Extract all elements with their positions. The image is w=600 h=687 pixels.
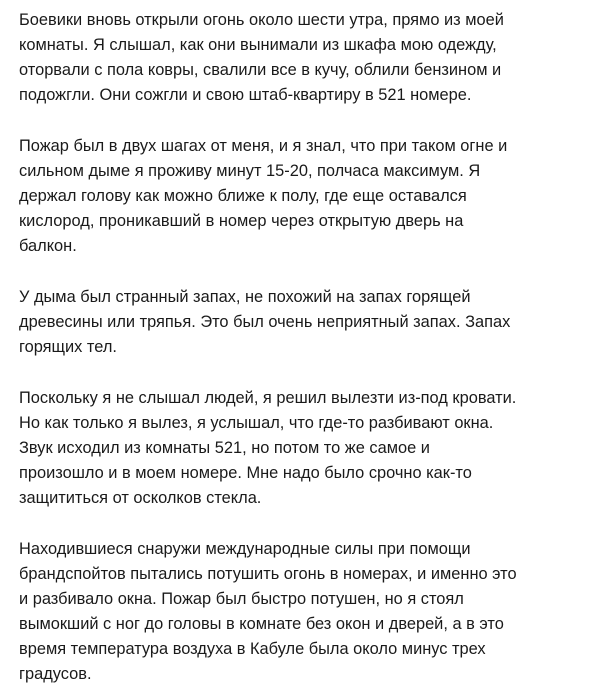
paragraph-3 — [19, 285, 590, 360]
text-line: время температура воздуха в Кабуле была около минус трех — [19, 640, 486, 658]
text-line: древесины или тряпья. Это был очень неприятный запах. Запах — [19, 313, 511, 331]
paragraph-4 — [19, 386, 590, 511]
text-line: комнаты. Я слышал, как они вынимали из шкафа мою одежду, — [19, 36, 497, 54]
text-line: Звук исходил из комнаты 521, но потом то же самое и — [19, 439, 430, 457]
text-line: У дыма был странный запах, не похожий на запах горящей — [19, 288, 471, 306]
paragraph-5 — [19, 537, 590, 687]
paragraph-2 — [19, 134, 590, 259]
text-line: кислород, проникавший в номер через открытую дверь на — [19, 212, 464, 230]
text-line: Пожар был в двух шагах от меня, и я знал, что при таком огне и — [19, 137, 508, 155]
text-line: Находившиеся снаружи международные силы при помощи — [19, 540, 471, 558]
text-line: градусов. — [19, 665, 92, 683]
text-line: вымокший с ног до головы в комнате без окон и дверей, а в это — [19, 615, 504, 633]
text-line: горящих тел. — [19, 338, 117, 356]
text-line: держал голову как можно ближе к полу, где еще оставался — [19, 187, 467, 205]
text-line: брандспойтов пытались потушить огонь в номерах, и именно это — [19, 565, 517, 583]
text-line: сильном дыме я проживу минут 15-20, полчаса максимум. Я — [19, 162, 481, 180]
text-line: Поскольку я не слышал людей, я решил вылезти из-под кровати. — [19, 389, 517, 407]
text-line: оторвали с пола ковры, свалили все в кучу, облили бензином и — [19, 61, 502, 79]
text-line: защититься от осколков стекла. — [19, 489, 262, 507]
text-line: Боевики вновь открыли огонь около шести утра, прямо из моей — [19, 11, 504, 29]
text-line: произошло и в моем номере. Мне надо было срочно как-то — [19, 464, 472, 482]
paragraph-1 — [19, 8, 590, 108]
text-line: балкон. — [19, 237, 77, 255]
text-line: подожгли. Они сожгли и свою штаб-квартиру в 521 номере. — [19, 86, 472, 104]
text-line: и разбивало окна. Пожар был быстро потушен, но я стоял — [19, 590, 464, 608]
text-line: Но как только я вылез, я услышал, что где-то разбивают окна. — [19, 414, 494, 432]
